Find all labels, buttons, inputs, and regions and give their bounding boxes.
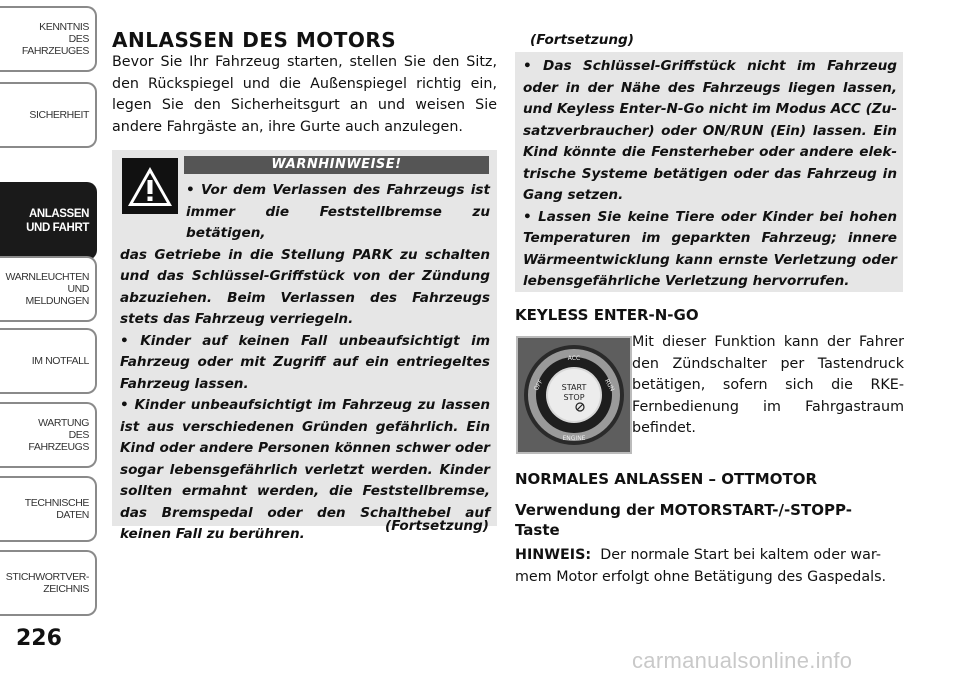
sub-heading-line-2: Taste [515, 521, 560, 539]
acc-label: ACC [567, 355, 581, 362]
tab-label: WARTUNG DES FAHRZEUGS [28, 417, 89, 453]
tab-label: WARNLEUCHTEN UND MELDUNGEN [5, 271, 89, 307]
intro-paragraph: Bevor Sie Ihr Fahrzeug starten, stellen Sie den Sitz, den Rückspiegel und die Außenspiegel richtig ein, legen Sie den Sicherheitsgurt an und weisen Sie andere Fahrgäste an, ihre Gurte auch anzulegen. [112, 54, 497, 135]
warning-bullet-5: • Lassen Sie keine Tiere oder Kinder bei hohen Temperaturen im geparkten Fahrzeug; innere Wärmeentwicklung kann ernste Verletzung oder lebensgefährliche Verletzung hervorrufen. [523, 208, 897, 289]
warning-text-continued [523, 56, 897, 293]
warning-box [112, 150, 497, 542]
warning-bullet-2: • Kinder auf keinen Fall unbeaufsichtigt im Fahrzeug oder mit Zugriff auf ein entriegeltes Fahrzeug lassen. [120, 332, 490, 392]
tab-sicherheit[interactable] [0, 82, 97, 148]
tab-anlassen[interactable] [0, 182, 97, 260]
sub-heading-line-1: Verwendung der MOTORSTART-/-STOPP- [515, 501, 852, 519]
note-label: HINWEIS: [515, 547, 592, 563]
start-stop-button-icon [518, 338, 630, 452]
start-label: START [561, 383, 587, 392]
tab-technische-daten[interactable] [0, 476, 97, 542]
warning-box-continued [515, 52, 903, 292]
tab-notfall[interactable] [0, 328, 97, 394]
warning-header: WARNHINWEISE! [184, 156, 489, 174]
section-title: ANLASSEN DES MOTORS [112, 28, 397, 52]
tab-label: IM NOTFALL [31, 355, 89, 367]
tab-wartung[interactable] [0, 402, 97, 468]
start-stop-button-image [516, 336, 632, 454]
tab-kenntnis[interactable] [0, 6, 97, 72]
warning-bullet-1-rest: das Getriebe in die Stellung PARK zu schalten und das Schlüssel-Griffstück von der Zündung abzuziehen. Beim Verlassen des Fahrzeugs stets das Fahrzeug verriegeln. [120, 246, 490, 327]
tab-label: SICHERHEIT [29, 109, 89, 121]
warning-bullet-1-start: • Vor dem Verlassen des Fahrzeugs ist immer die Feststellbremse zu betätigen, [186, 182, 490, 241]
tab-label: ANLASSEN UND FAHRT [26, 208, 89, 234]
keyless-description: Mit dieser Funktion kann der Fahrer den Zündschalter per Tastendruck betätigen, sofern sich die RKE-Fernbedienung im Fahrgastraum befindet. [632, 334, 904, 436]
engine-label: ENGINE [562, 435, 586, 442]
stop-label: STOP [563, 393, 585, 402]
tab-warnleuchten[interactable] [0, 256, 97, 322]
watermark: carmanualsonline.info [632, 648, 853, 673]
continued-label: (Fortsetzung) [384, 518, 489, 534]
warning-bullet-4: • Das Schlüssel-Griffstück nicht im Fahrzeug oder in der Nähe des Fahrzeugs liegen lassen, und Keyless Enter-N-Go nicht im Modus ACC (Zu- satzverbraucher) oder ON/RUN (Ein) lassen. Ein Kind könnte die Fensterheber oder andere elek- trische Systeme betätigen oder das Fahrzeug in Gang setzen. [523, 58, 897, 203]
warning-bullet-3: • Kinder unbeaufsichtigt im Fahrzeug zu lassen ist aus verschiedenen Gründen gefährlich. Ein Kind oder andere Personen können schwer oder sogar lebensgefährlich verletzt werden. Kinder sollten ermahnt werden, die Feststellbremse, das Bremspedal oder den Schalthebel auf keinen Fall zu berühren. [120, 397, 490, 542]
keyless-heading: KEYLESS ENTER-N-GO [515, 306, 699, 324]
note [515, 545, 905, 588]
tab-label: TECHNISCHE DATEN [24, 497, 89, 521]
page-number: 226 [16, 626, 62, 651]
tab-label: KENNTNIS DES FAHRZEUGES [21, 21, 89, 57]
off-label: OFF [532, 378, 545, 393]
warning-text [120, 180, 490, 546]
run-label: RUN [603, 377, 616, 393]
tab-label: STICHWORTVER- ZEICHNIS [5, 571, 89, 595]
tab-stichwortverzeichnis[interactable] [0, 550, 97, 616]
normal-start-heading: NORMALES ANLASSEN – OTTMOTOR [515, 470, 817, 488]
sub-heading [515, 500, 852, 540]
note-text: Der normale Start bei kaltem oder war- mem Motor erfolgt ohne Betätigung des Gaspedals. [515, 547, 887, 585]
continued-label: (Fortsetzung) [530, 32, 635, 48]
chapter-sidebar [0, 0, 100, 678]
